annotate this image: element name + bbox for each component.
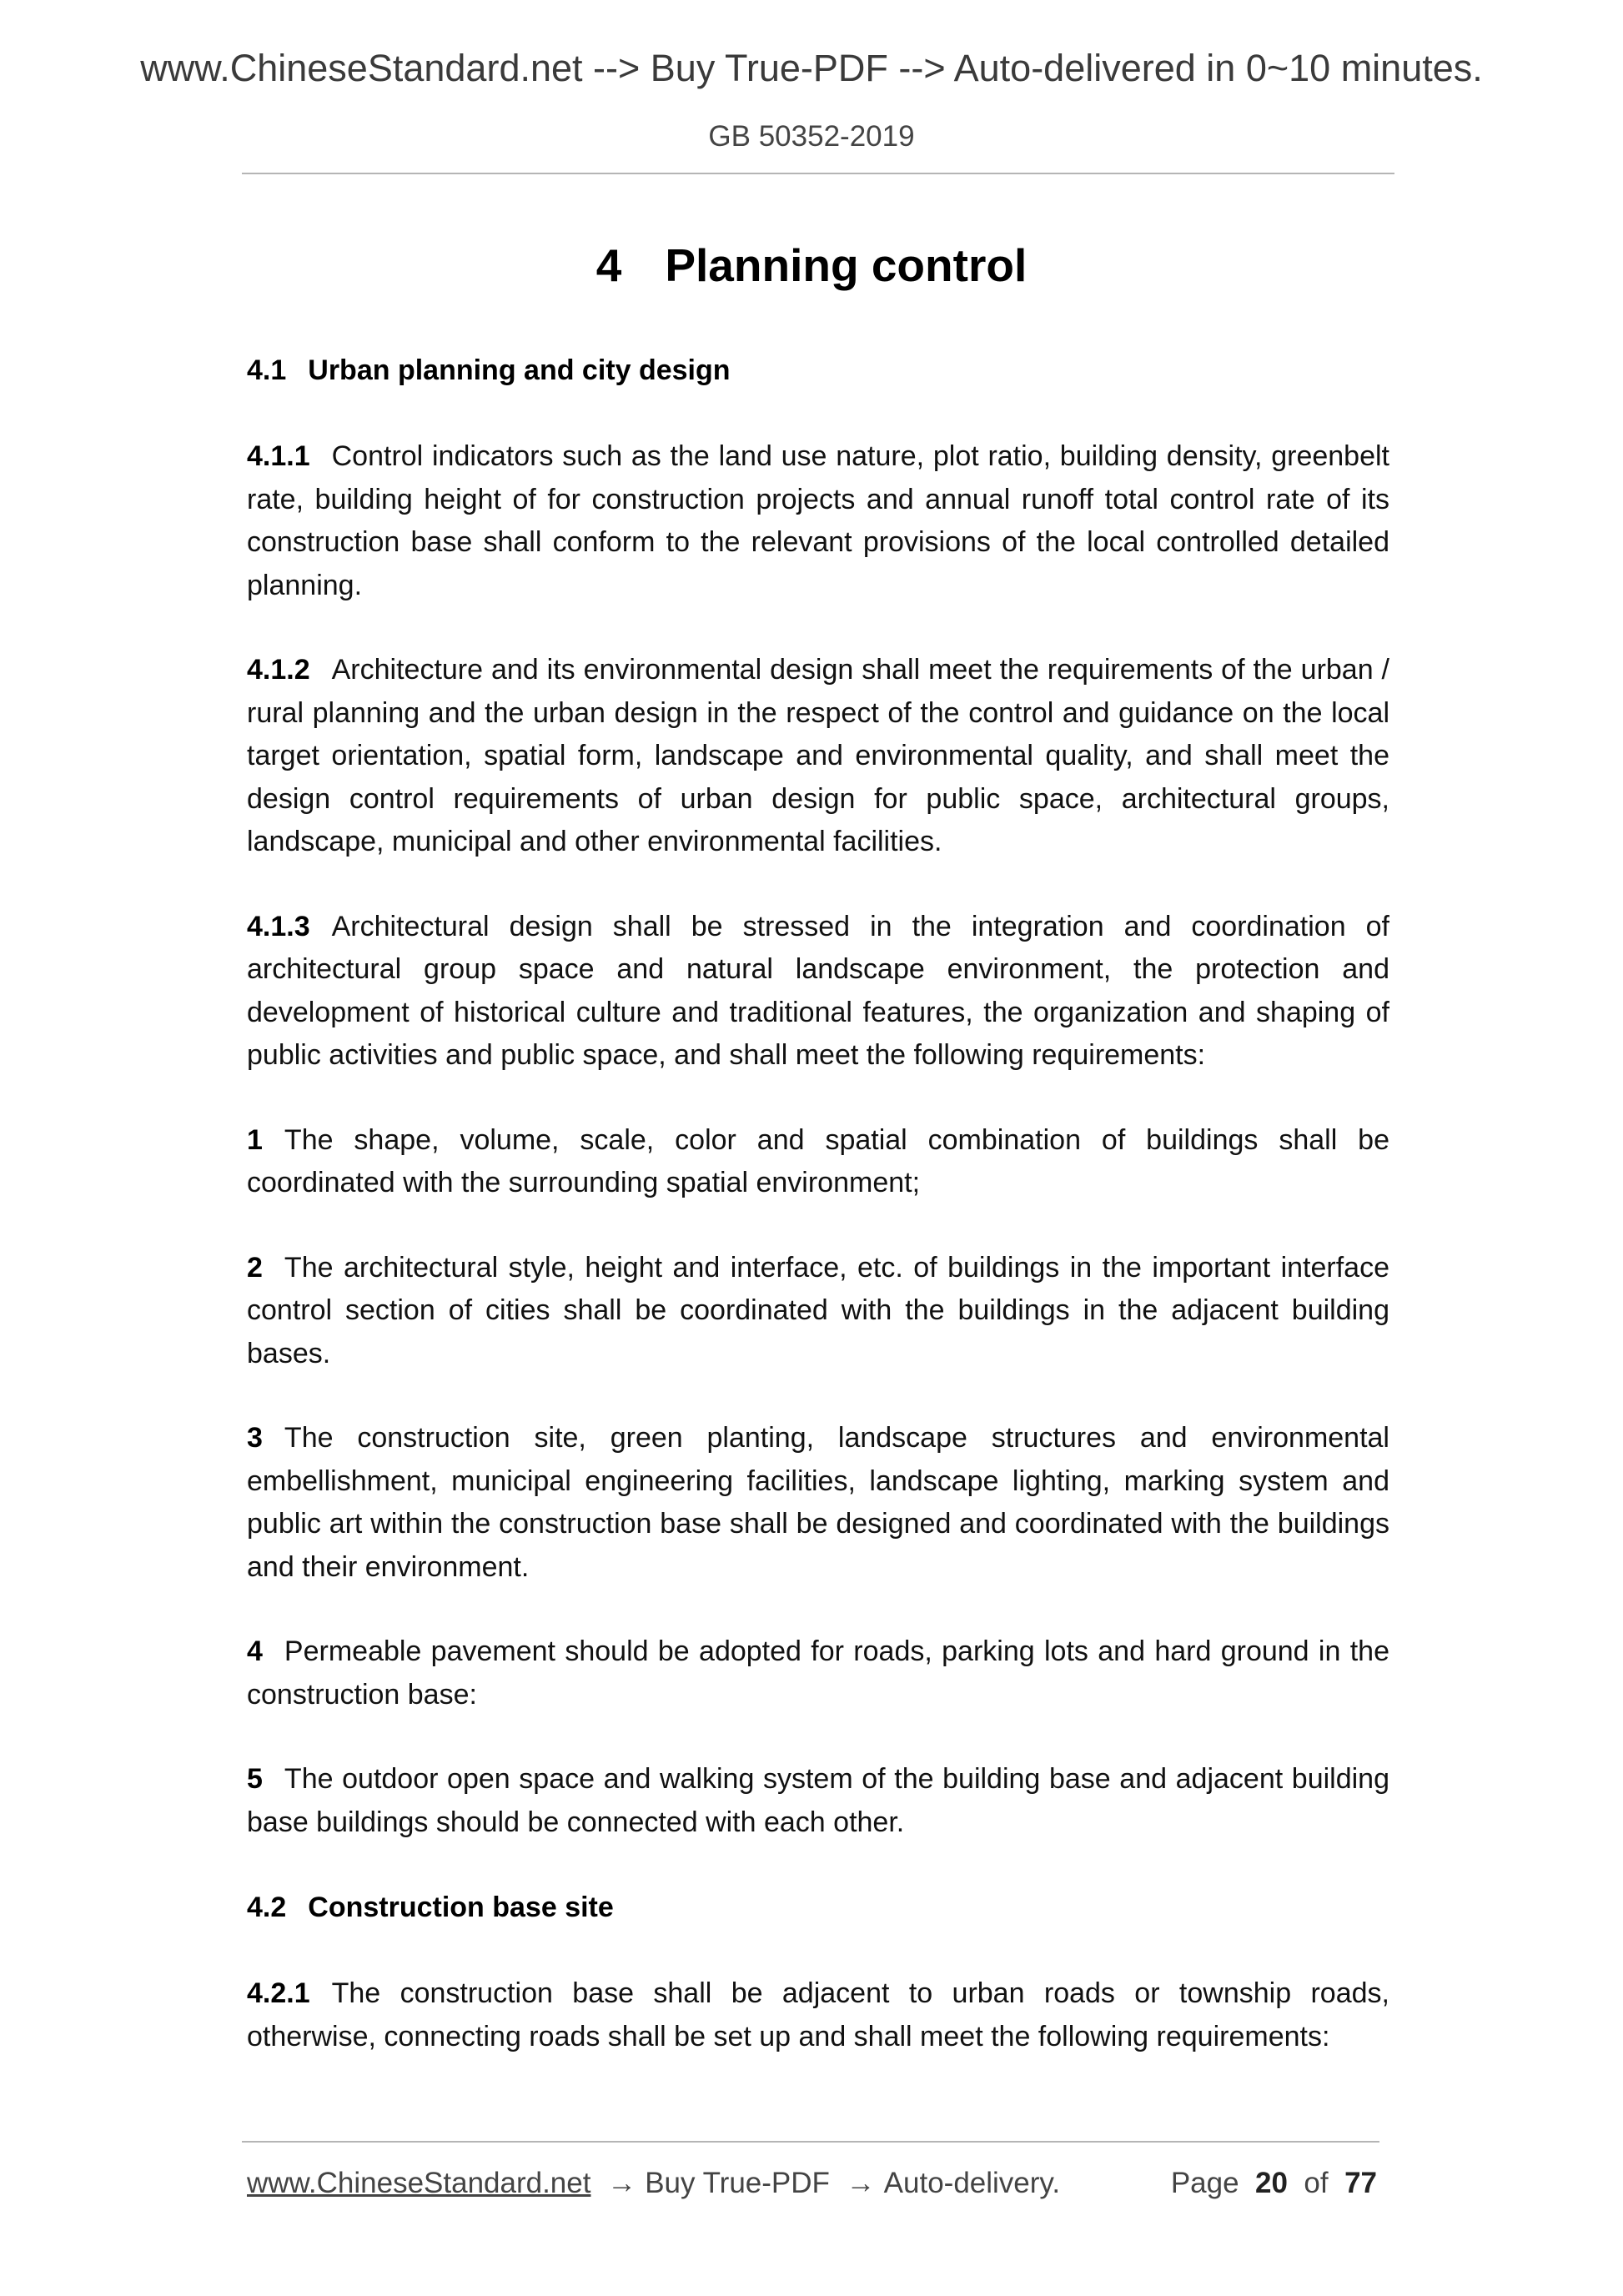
section-heading-4-1 — [247, 349, 1389, 392]
item-text: The shape, volume, scale, color and spatial combination of buildings shall be coordinated with the surrounding spatial environment; — [247, 1123, 1389, 1198]
arrow-right-icon: → — [607, 2167, 637, 2199]
clause-text: The construction base shall be adjacent to urban roads or township roads, otherwise, connecting roads shall be set up and shall meet the following requirements: — [247, 1977, 1389, 2052]
footer-site-link[interactable]: www.ChineseStandard.net — [247, 2167, 591, 2199]
item-number: 5 — [247, 1763, 263, 1795]
section-number: 4.1 — [247, 354, 287, 386]
page-content — [247, 349, 1389, 2100]
item-text: The architectural style, height and interface, etc. of buildings in the important interface control section of cities shall be coordinated with the buildings in the adjacent building bases. — [247, 1251, 1389, 1369]
clause-number: 4.2.1 — [247, 1977, 310, 2009]
footer-delivery-text: Auto-delivery. — [883, 2167, 1061, 2199]
footer-buy-text: Buy True-PDF — [645, 2167, 830, 2199]
section-number: 4.2 — [247, 1892, 287, 1923]
footer-promo — [247, 2164, 1060, 2203]
footer-divider — [242, 2141, 1379, 2143]
header-divider — [242, 173, 1394, 174]
clause-text: Control indicators such as the land use nature, plot ratio, building density, greenbelt rate, building height of for construction projects and annual runoff total control rate of its construction base shall conform to the relevant provisions of the local controlled detailed planning. — [247, 440, 1389, 601]
chapter-title-text: Planning control — [665, 239, 1028, 291]
item-number: 3 — [247, 1422, 263, 1454]
page-indicator — [1171, 2164, 1377, 2203]
clause-4-1-2 — [247, 649, 1389, 864]
of-label: of — [1304, 2167, 1329, 2199]
clause-4-1-1 — [247, 435, 1389, 607]
section-title: Urban planning and city design — [308, 354, 731, 386]
list-item-4 — [247, 1630, 1389, 1716]
clause-number: 4.1.3 — [247, 910, 310, 942]
list-item-3 — [247, 1417, 1389, 1589]
item-text: The construction site, green planting, landscape structures and environmental embellishment, municipal engineering facilities, landscape lighting, marking system and public art within the construction base shall be designed and coordinated with the buildings and their environment. — [247, 1422, 1389, 1583]
chapter-title — [0, 236, 1623, 294]
clause-4-1-3 — [247, 906, 1389, 1078]
section-title: Construction base site — [308, 1892, 614, 1923]
chapter-number: 4 — [595, 239, 622, 291]
clause-number: 4.1.1 — [247, 440, 310, 472]
list-item-1 — [247, 1119, 1389, 1205]
clause-text: Architecture and its environmental design shall meet the requirements of the urban / rural planning and the urban design in the respect of the control and guidance on the local target orientation, spatial form, landscape and environmental quality, and shall meet the design control requirements of urban design for public space, architectural groups, landscape, municipal and other environmental facilities. — [247, 654, 1389, 857]
clause-4-2-1 — [247, 1972, 1389, 2058]
standard-code: GB 50352-2019 — [708, 120, 915, 153]
list-item-5 — [247, 1758, 1389, 1844]
item-text: The outdoor open space and walking system of the building base and adjacent building base buildings should be connected with each other. — [247, 1763, 1389, 1838]
clause-number: 4.1.2 — [247, 654, 310, 686]
item-text: Permeable pavement should be adopted for roads, parking lots and hard ground in the construction base: — [247, 1635, 1389, 1711]
clause-text: Architectural design shall be stressed in the integration and coordination of architectural group space and natural landscape environment, the protection and development of historical culture and traditional features, the organization and shaping of public activities and public space, and shall meet the following requirements: — [247, 910, 1389, 1071]
page-number: 20 — [1255, 2167, 1288, 2199]
page-label: Page — [1170, 2167, 1239, 2199]
section-heading-4-2 — [247, 1886, 1389, 1929]
item-number: 4 — [247, 1635, 263, 1667]
item-number: 1 — [247, 1123, 263, 1156]
arrow-right-icon: → — [846, 2167, 876, 2199]
top-banner: www.ChineseStandard.net --> Buy True-PDF --> Auto-delivered in 0~10 minutes. — [140, 47, 1483, 89]
list-item-2 — [247, 1247, 1389, 1376]
page-total: 77 — [1344, 2167, 1377, 2199]
item-number: 2 — [247, 1251, 263, 1284]
